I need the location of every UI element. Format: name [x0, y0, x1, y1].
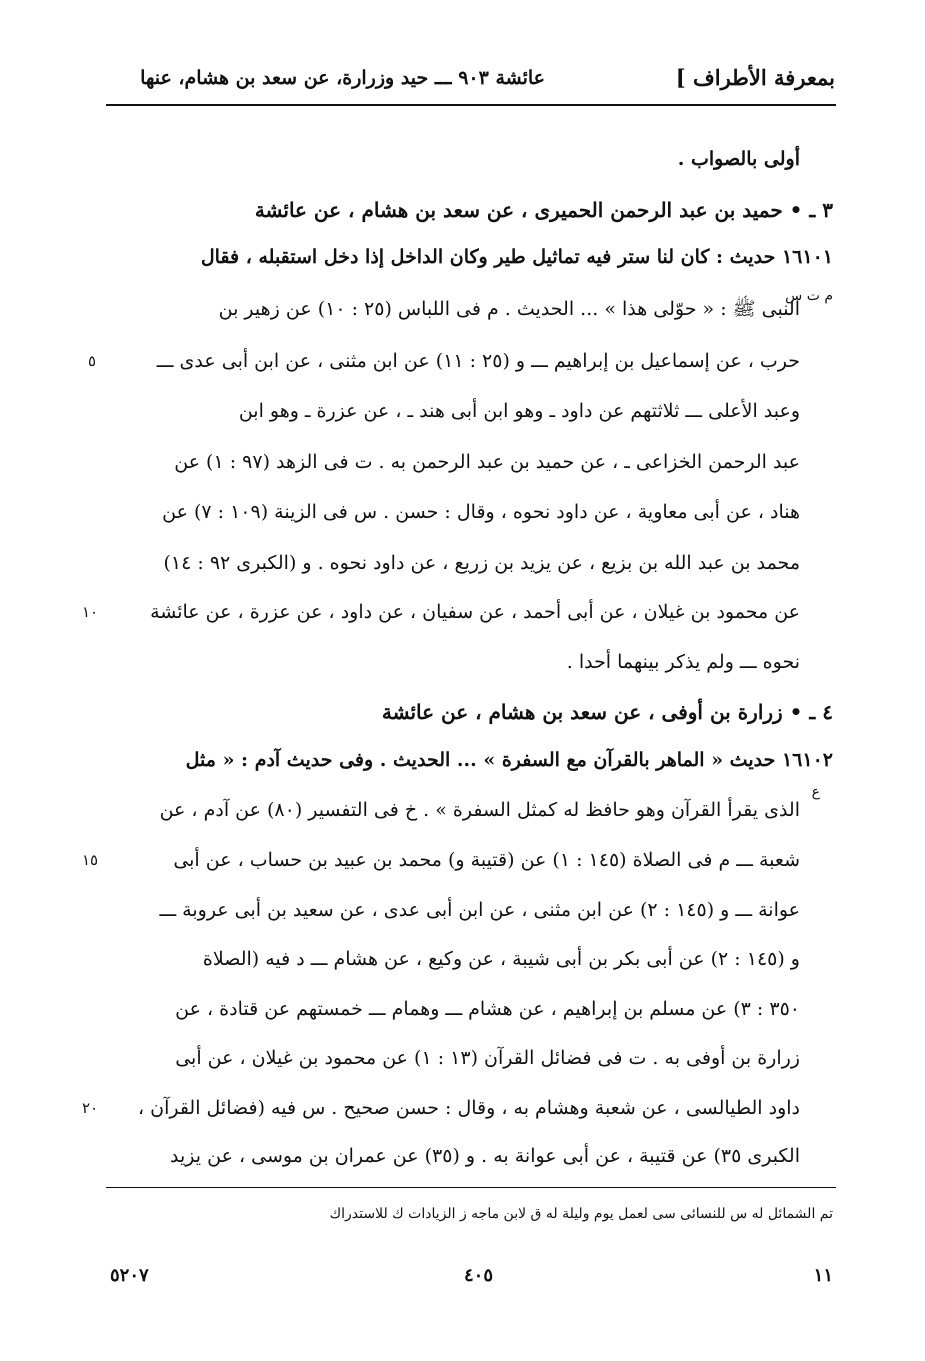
line-11: نحوه ـــ ولم يذكر بينهما أحدا . — [566, 651, 800, 673]
margin-line-number-20: ٢٠ — [82, 1099, 99, 1117]
line-5: حرب ، عن إسماعيل بن إبراهيم ـــ و (٢٥ : ١١) عن ابن مثنى ، عن ابن أبى عدى ـــ — [156, 350, 800, 372]
footer-right-number: ١١ — [813, 1265, 833, 1286]
header-right-title: بمعرفة الأطراف ] — [675, 65, 835, 90]
line-16: عوانة ـــ و (١٤٥ : ٢) عن ابن مثنى ، عن ابن أبى عدى ، عن سعيد بن أبى عروبة ـــ — [159, 899, 800, 921]
line-17: و (١٤٥ : ٢) عن أبى بكر بن أبى شيبة ، عن وكيع ، عن هشام ـــ د فيه (الصلاة — [202, 948, 800, 970]
footer-left-number: ٥٢٠٧ — [110, 1265, 149, 1286]
margin-line-number-10: ١٠ — [82, 603, 99, 621]
line-9: محمد بن عبد الله بن بزيع ، عن يزيد بن زريع ، عن داود نحوه . و (الكبرى ٩٢ : ١٤) — [163, 552, 800, 574]
line-8: هناد ، عن أبى معاوية ، عن داود نحوه ، وقال : حسن . س فى الزينة (١٠٩ : ٧) عن — [162, 501, 800, 523]
line-6: وعبد الأعلى ـــ ثلاثتهم عن داود ـ وهو ابن أبى هند ـ ، عن عزرة ـ وهو ابن — [238, 400, 800, 422]
line-1: أولى بالصواب . — [677, 148, 800, 170]
line-4: النبى ﷺ : « حوّلى هذا » ... الحديث . م فى اللباس (٢٥ : ١٠) عن زهير بن — [218, 298, 800, 320]
footnote-abbreviations: تم الشمائل له س للنسائى سى لعمل يوم وليلة له ق لابن ماجه ز الزيادات ك للاستدراك — [329, 1206, 833, 1222]
line-14: الذى يقرأ القرآن وهو حافظ له كمثل السفرة » . خ فى التفسير (٨٠) عن آدم ، عن — [159, 799, 800, 821]
line-19: زرارة بن أوفى به . ت فى فضائل القرآن (١٣ : ١) عن محمود بن غيلان ، عن أبى — [175, 1047, 800, 1069]
header-center-title: عائشة ٩٠٣ ـــ حيد وزرارة، عن سعد بن هشام، عنها — [140, 67, 545, 89]
header-rule — [106, 104, 836, 106]
line-21: الكبرى ٣٥) عن قتيبة ، عن أبى عوانة به . و (٣٥) عن عمران بن موسى ، عن يزيد — [170, 1145, 800, 1167]
hadith-16101-first-line: ١٦١٠١ حديث : كان لنا ستر فيه تماثيل طير وكان الداخل إذا دخل استقبله ، فقال — [200, 246, 833, 268]
margin-abbr-2: ع — [811, 784, 820, 800]
line-15: شعبة ـــ م فى الصلاة (١٤٥ : ١) عن (قتيبة و) محمد بن عبيد بن حساب ، عن أبى — [173, 849, 800, 871]
section-4-heading: ٤ ـ • زرارة بن أوفى ، عن سعد بن هشام ، عن عائشة — [381, 700, 833, 724]
line-10: عن محمود بن غيلان ، عن أبى أحمد ، عن سفيان ، عن داود ، عن عزرة ، عن عائشة — [150, 601, 800, 623]
margin-line-number-15: ١٥ — [82, 851, 99, 869]
line-18: ٣٥٠ : ٣) عن مسلم بن إبراهيم ، عن هشام ـــ وهمام ـــ خمستهم عن قتادة ، عن — [175, 998, 800, 1020]
footer-page-number: ٤٠٥ — [463, 1265, 493, 1286]
line-7: عبد الرحمن الخزاعى ـ ، عن حميد بن عبد الرحمن به . ت فى الزهد (٩٧ : ١) عن — [174, 451, 800, 473]
line-20: داود الطيالسى ، عن شعبة وهشام به ، وقال : حسن صحيح . س فيه (فضائل القرآن ، — [137, 1097, 800, 1119]
footnote-rule — [106, 1187, 836, 1188]
margin-abbr-1: م ت س — [785, 288, 833, 304]
margin-line-number-5: ٥ — [88, 352, 97, 370]
section-3-heading: ٣ ـ • حميد بن عبد الرحمن الحميرى ، عن سعد بن هشام ، عن عائشة — [254, 198, 833, 222]
hadith-16102-first-line: ١٦١٠٢ حديث « الماهر بالقرآن مع السفرة » ... الحديث . وفى حديث آدم : « مثل — [185, 749, 833, 771]
